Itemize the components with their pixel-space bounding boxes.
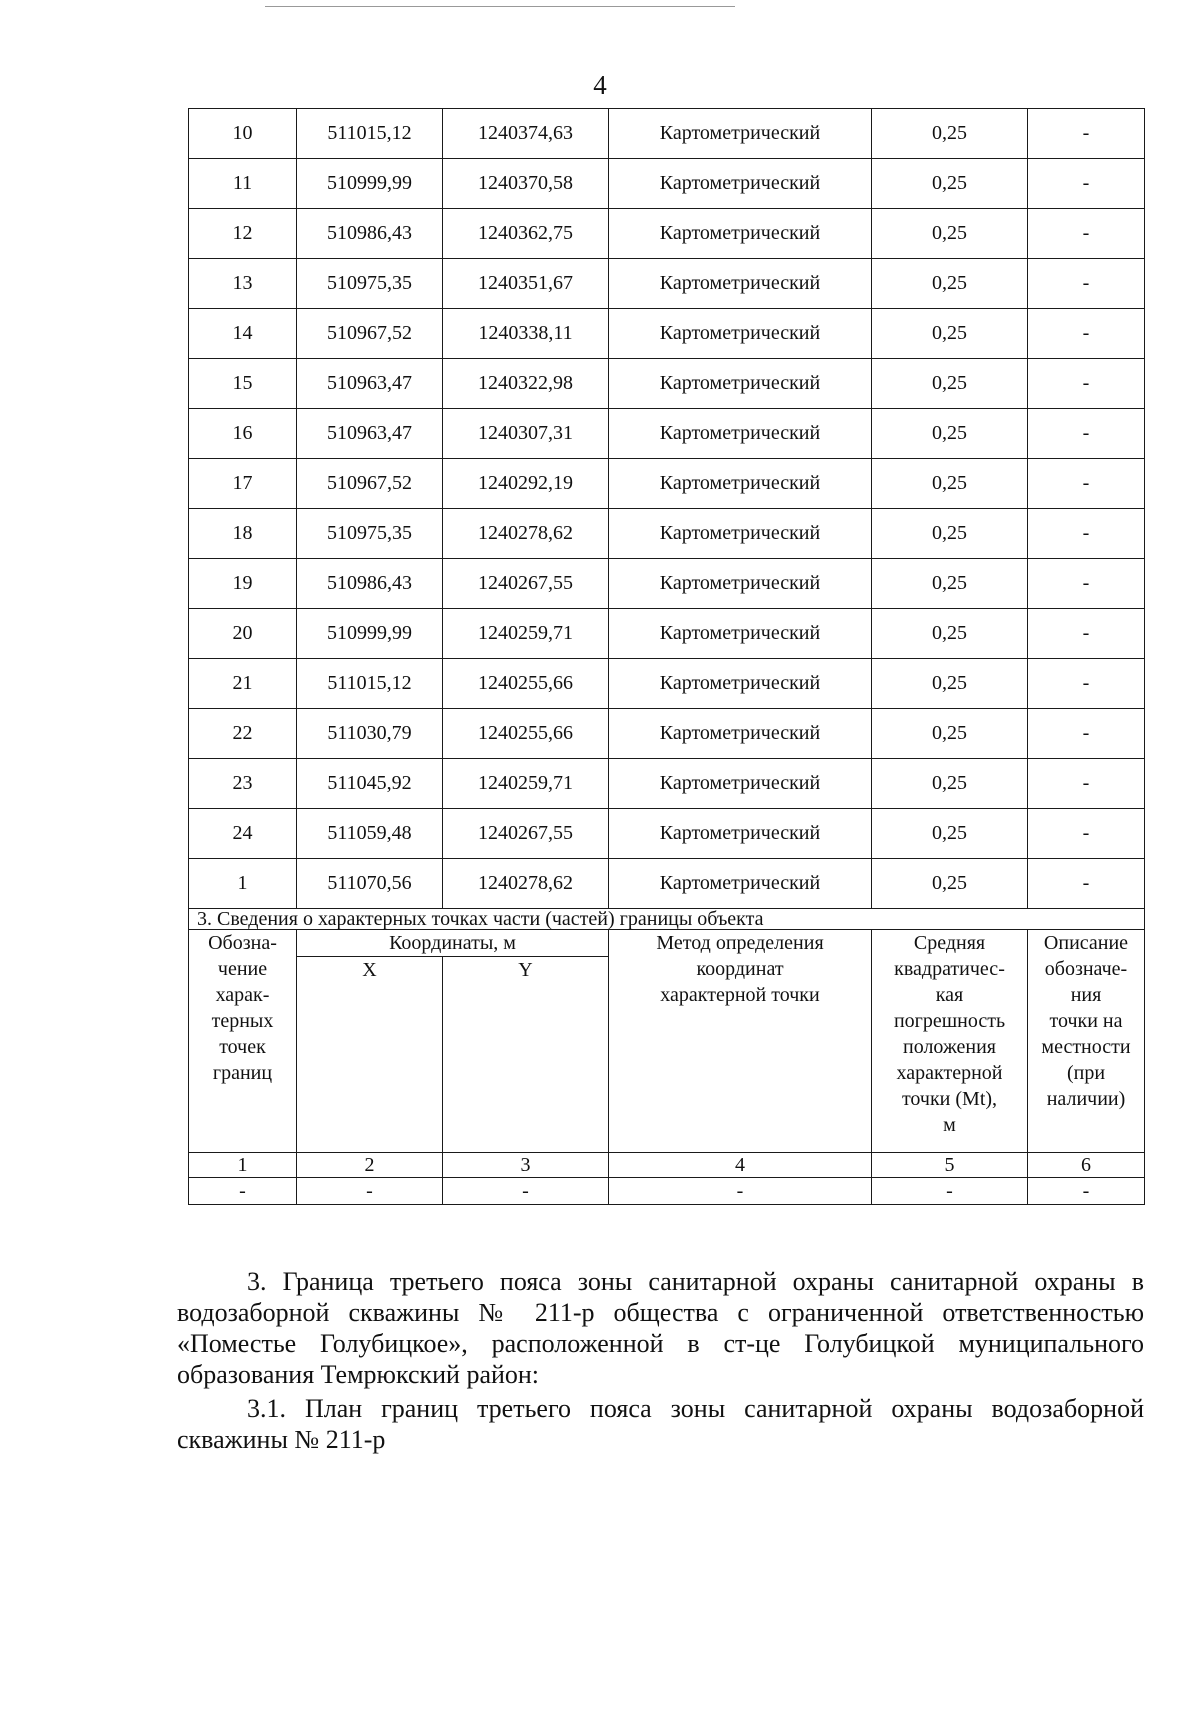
description-cell: - [1028,509,1145,559]
header-y: Y [443,957,609,1153]
empty-cell: - [297,1178,443,1205]
empty-cell: - [1028,1178,1145,1205]
point-number: 23 [189,759,297,809]
page-number: 4 [593,70,607,100]
point-number: 12 [189,209,297,259]
coord-x: 511015,12 [297,659,443,709]
coord-y: 1240322,98 [443,359,609,409]
coord-x: 510999,99 [297,159,443,209]
point-number: 10 [189,109,297,159]
empty-cell: - [609,1178,872,1205]
table-row [189,359,1145,409]
coord-y: 1240255,66 [443,659,609,709]
point-number: 20 [189,609,297,659]
coord-x: 510975,35 [297,259,443,309]
method-cell: Картометрический [609,809,872,859]
coord-y: 1240374,63 [443,109,609,159]
coord-y: 1240278,62 [443,859,609,909]
paragraph-3-1: 3.1. План границ третьего пояса зоны санитарной охраны водозаборной скважины № 211-р [177,1394,1144,1454]
method-cell: Картометрический [609,709,872,759]
method-cell: Картометрический [609,259,872,309]
coordinates-rows [189,109,1145,909]
table-row [189,259,1145,309]
method-cell: Картометрический [609,559,872,609]
empty-cell: - [872,1178,1028,1205]
col-number: 6 [1028,1153,1145,1178]
description-cell: - [1028,209,1145,259]
description-cell: - [1028,259,1145,309]
table-row [189,759,1145,809]
section3-title: 3. Сведения о характерных точках части (частей) границы объекта [189,909,1145,930]
coord-y: 1240255,66 [443,709,609,759]
column-number-row [189,1153,1145,1178]
table-row [189,509,1145,559]
point-number: 11 [189,159,297,209]
coord-x: 511059,48 [297,809,443,859]
description-cell: - [1028,159,1145,209]
col-number: 3 [443,1153,609,1178]
coord-x: 510999,99 [297,609,443,659]
header-coordinates: Координаты, м [297,930,609,957]
method-cell: Картометрический [609,309,872,359]
method-cell: Картометрический [609,409,872,459]
header-description: Описание обозначе- ния точки на местности (при наличии) [1028,930,1145,1153]
col-number: 4 [609,1153,872,1178]
mt-cell: 0,25 [872,359,1028,409]
coord-x: 510967,52 [297,309,443,359]
method-cell: Картометрический [609,659,872,709]
coord-y: 1240362,75 [443,209,609,259]
table-row [189,459,1145,509]
description-cell: - [1028,709,1145,759]
table-row [189,159,1145,209]
description-cell: - [1028,559,1145,609]
coord-y: 1240259,71 [443,759,609,809]
coord-y: 1240267,55 [443,559,609,609]
empty-data-row [189,1178,1145,1205]
mt-cell: 0,25 [872,109,1028,159]
empty-cell: - [189,1178,297,1205]
description-cell: - [1028,759,1145,809]
coord-x: 510963,47 [297,359,443,409]
header-x: X [297,957,443,1153]
coord-y: 1240338,11 [443,309,609,359]
table-row [189,409,1145,459]
empty-cell: - [443,1178,609,1205]
mt-cell: 0,25 [872,809,1028,859]
header-designation: Обозна- чение харак- терных точек границ [189,930,297,1153]
table-row [189,859,1145,909]
mt-cell: 0,25 [872,659,1028,709]
top-rule [265,6,735,7]
description-cell: - [1028,609,1145,659]
coord-x: 511030,79 [297,709,443,759]
mt-cell: 0,25 [872,459,1028,509]
coord-y: 1240259,71 [443,609,609,659]
point-number: 16 [189,409,297,459]
description-cell: - [1028,659,1145,709]
table-row [189,559,1145,609]
description-cell: - [1028,359,1145,409]
table-row [189,109,1145,159]
coord-y: 1240267,55 [443,809,609,859]
coord-x: 510986,43 [297,559,443,609]
coord-y: 1240370,58 [443,159,609,209]
point-number: 24 [189,809,297,859]
mt-cell: 0,25 [872,209,1028,259]
table-row [189,659,1145,709]
mt-cell: 0,25 [872,409,1028,459]
mt-cell: 0,25 [872,759,1028,809]
section3-title-row [189,909,1145,930]
header-mt: Средняя квадратичес- кая погрешность положения характерной точки (Mt), м [872,930,1028,1153]
table-row [189,209,1145,259]
mt-cell: 0,25 [872,309,1028,359]
point-number: 15 [189,359,297,409]
point-number: 22 [189,709,297,759]
coord-x: 510967,52 [297,459,443,509]
table-row [189,609,1145,659]
col-number: 2 [297,1153,443,1178]
point-number: 19 [189,559,297,609]
point-number: 13 [189,259,297,309]
coord-y: 1240307,31 [443,409,609,459]
col-number: 5 [872,1153,1028,1178]
mt-cell: 0,25 [872,859,1028,909]
method-cell: Картометрический [609,759,872,809]
point-number: 21 [189,659,297,709]
coord-x: 511045,92 [297,759,443,809]
col-number: 1 [189,1153,297,1178]
method-cell: Картометрический [609,459,872,509]
method-cell: Картометрический [609,609,872,659]
coord-x: 510963,47 [297,409,443,459]
point-number: 14 [189,309,297,359]
method-cell: Картометрический [609,359,872,409]
coord-x: 510975,35 [297,509,443,559]
method-cell: Картометрический [609,859,872,909]
coord-x: 510986,43 [297,209,443,259]
point-number: 1 [189,859,297,909]
description-cell: - [1028,859,1145,909]
mt-cell: 0,25 [872,709,1028,759]
description-cell: - [1028,309,1145,359]
mt-cell: 0,25 [872,609,1028,659]
description-cell: - [1028,109,1145,159]
description-cell: - [1028,809,1145,859]
coord-y: 1240292,19 [443,459,609,509]
paragraph-3: 3. Граница третьего пояса зоны санитарной охраны санитарной охраны в водозаборной скважины № 211-р общества с ограниченной ответственностью «Поместье Голубицкое», расположенной в ст-це Голубицкой муниципального образования Темрюкский район: [177,1267,1144,1389]
coord-y: 1240278,62 [443,509,609,559]
coordinates-table [188,108,1145,1205]
method-cell: Картометрический [609,209,872,259]
description-cell: - [1028,459,1145,509]
mt-cell: 0,25 [872,159,1028,209]
header-method: Метод определения координат характерной точки [609,930,872,1153]
method-cell: Картометрический [609,509,872,559]
method-cell: Картометрический [609,159,872,209]
coord-x: 511015,12 [297,109,443,159]
point-number: 17 [189,459,297,509]
method-cell: Картометрический [609,109,872,159]
coord-y: 1240351,67 [443,259,609,309]
mt-cell: 0,25 [872,259,1028,309]
mt-cell: 0,25 [872,559,1028,609]
section3-header-row [189,930,1145,957]
mt-cell: 0,25 [872,509,1028,559]
coord-x: 511070,56 [297,859,443,909]
table-row [189,809,1145,859]
table-row [189,309,1145,359]
point-number: 18 [189,509,297,559]
table-row [189,709,1145,759]
description-cell: - [1028,409,1145,459]
